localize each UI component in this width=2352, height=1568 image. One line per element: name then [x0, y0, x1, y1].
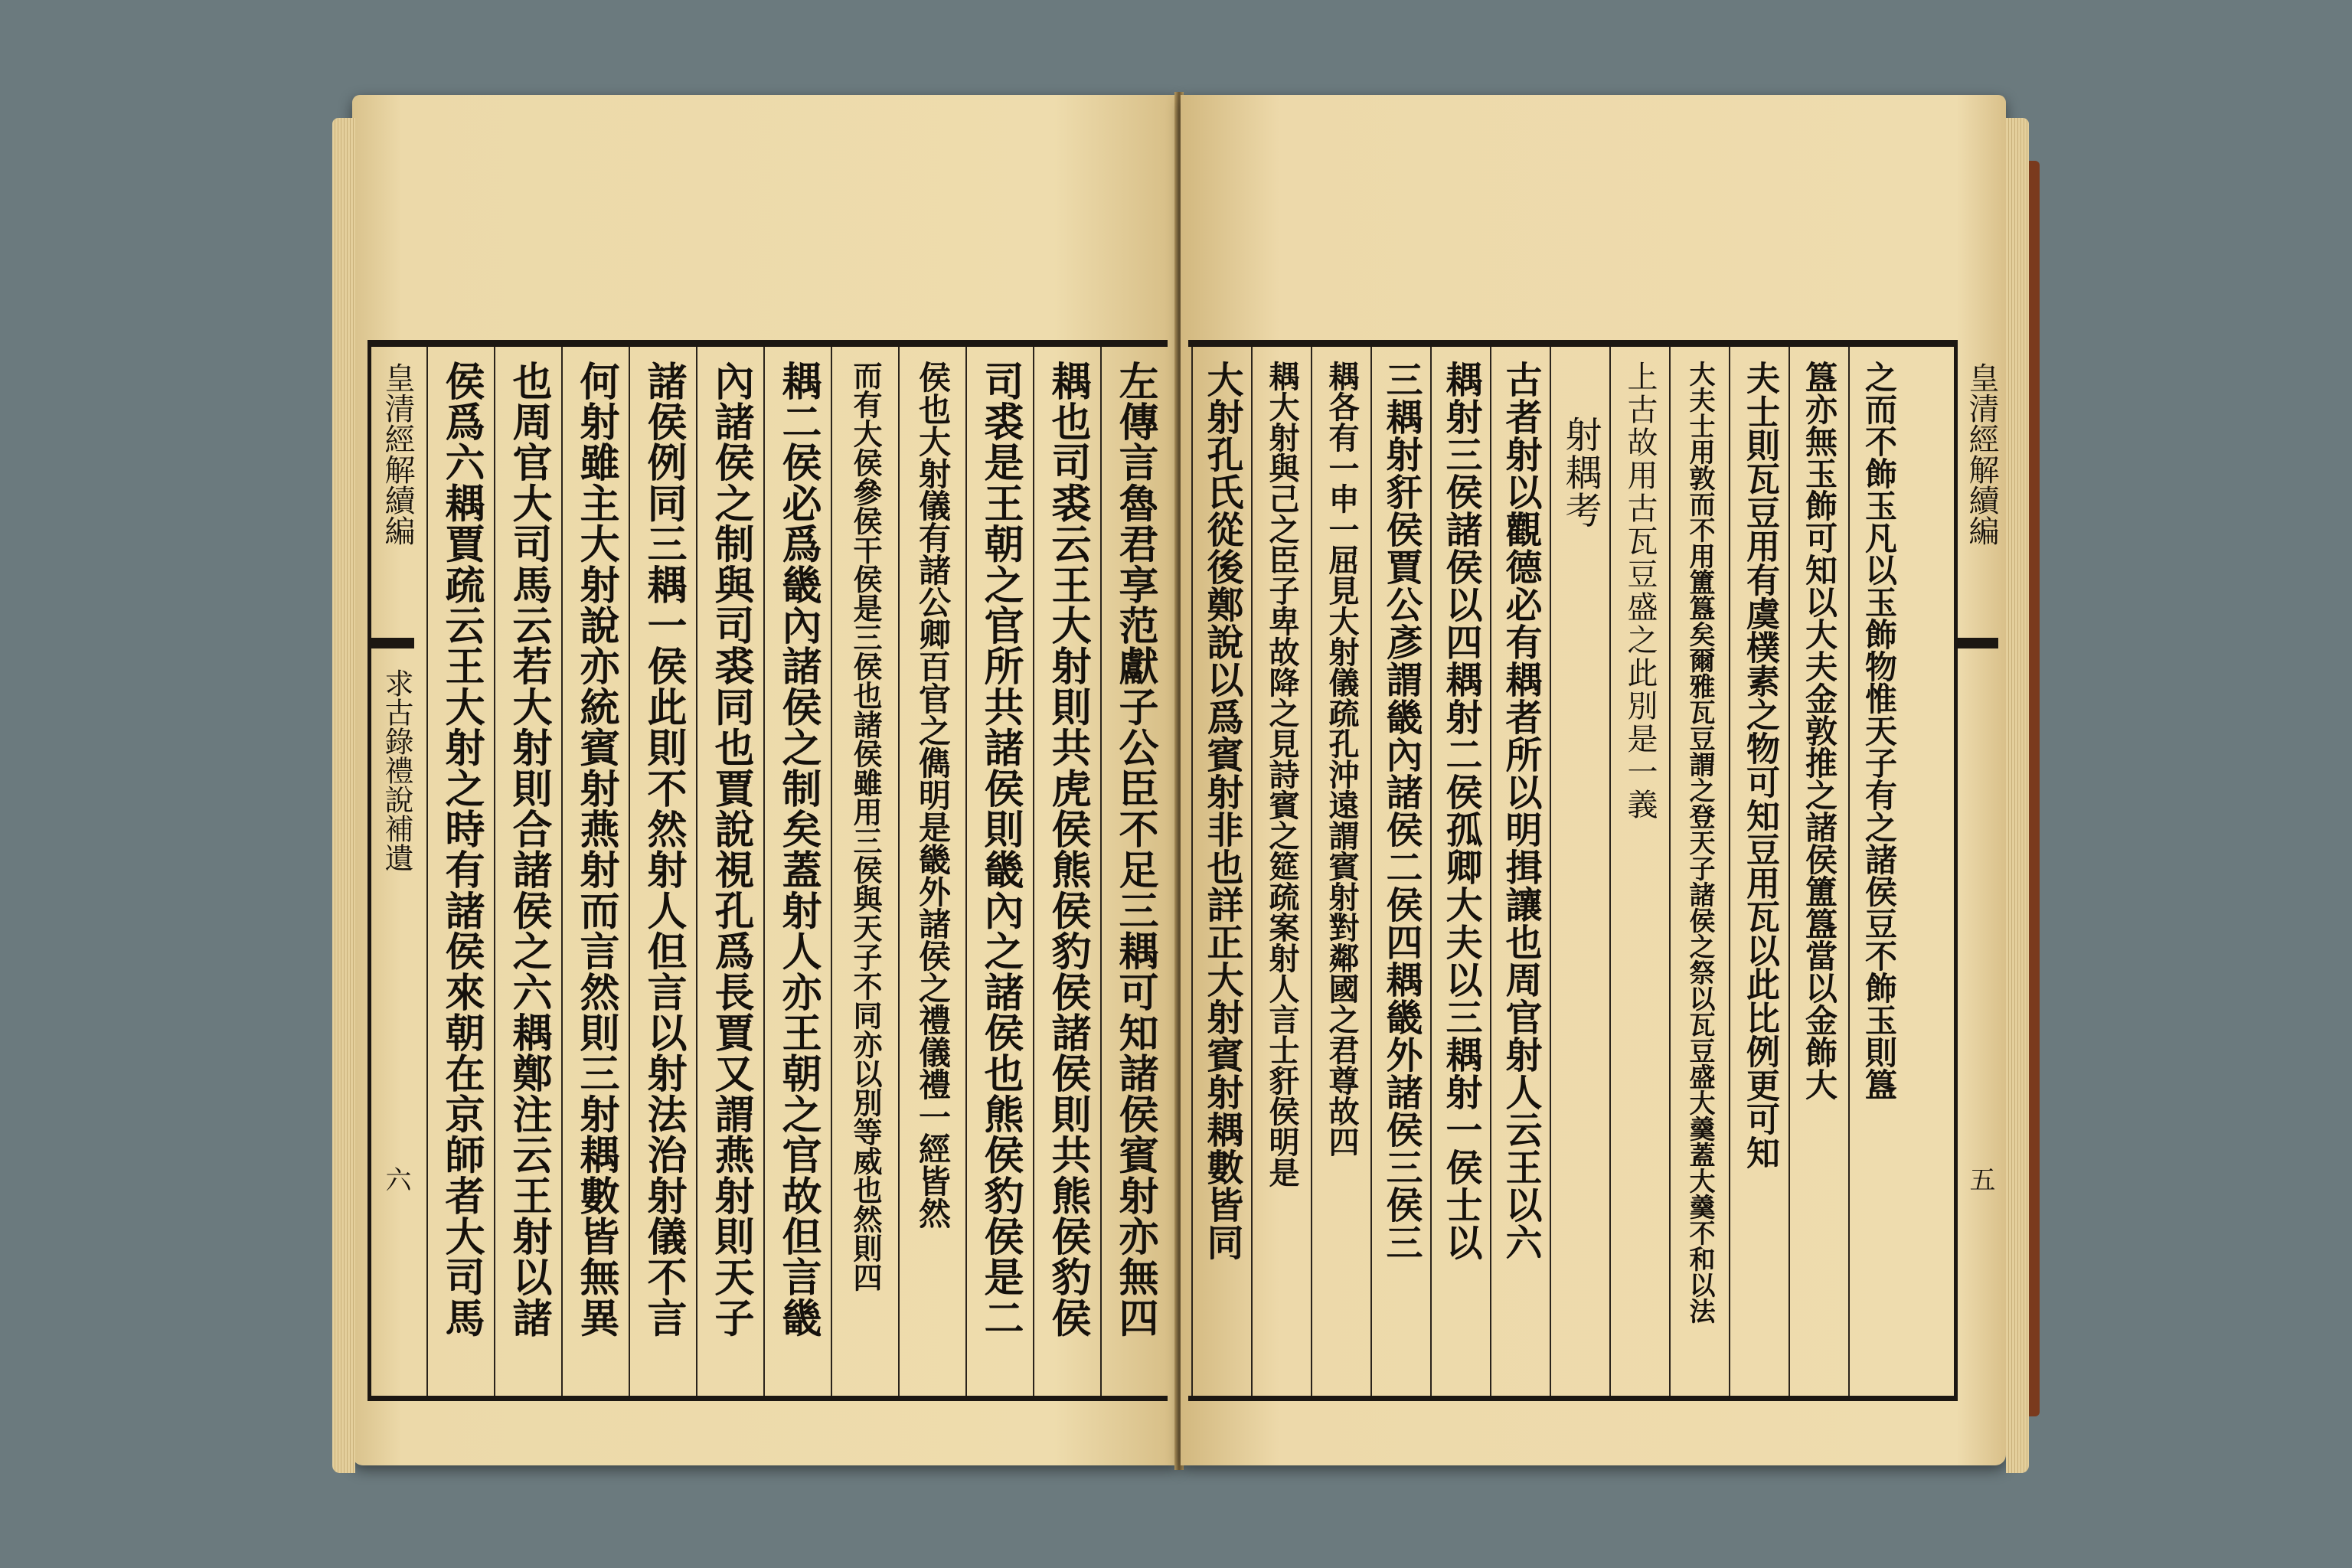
column-text: 大射孔氏從後鄭說以爲賓射非也詳正大射賓射耦數皆同	[1200, 361, 1243, 1261]
left-page	[352, 95, 1178, 1465]
left-column-4	[898, 347, 965, 1396]
column-text: 耦大射與己之臣子卑故降之見詩賓之筵疏案射人言士豻侯明是	[1264, 361, 1300, 1187]
section-heading: 射耦考	[1559, 416, 1602, 529]
right-text-frame	[1188, 340, 1999, 1401]
right-column-4	[1669, 347, 1729, 1396]
right-page-edges	[2006, 118, 2029, 1473]
right-banxin	[1955, 347, 1998, 1396]
right-column-11	[1251, 347, 1311, 1396]
right-column-7	[1490, 347, 1550, 1396]
column-text: 耦射三侯諸侯以四耦射二侯孤卿大夫以三耦射一侯士以	[1439, 361, 1482, 1261]
banxin-title: 皇清經解續編	[380, 362, 415, 546]
left-column-8	[629, 347, 696, 1396]
column-text: 夫士則瓦豆用有虞樸素之物可知豆用瓦以此比例更可知	[1740, 361, 1779, 1169]
right-column-8	[1430, 347, 1490, 1396]
column-text: 耦二侯必爲畿內諸侯之制矣蓋射人亦王朝之官故但言畿	[775, 361, 822, 1338]
right-column-3	[1729, 347, 1788, 1396]
left-column-2	[1033, 347, 1100, 1396]
left-column-3	[965, 347, 1033, 1396]
column-text: 左傳言魯君享范獻子公臣不足三耦可知諸侯賓射亦無四	[1112, 361, 1158, 1338]
right-column-1	[1848, 347, 1908, 1396]
column-text: 簋亦無玉飾可知以大夫金敦推之諸侯簠簋當以金飾大	[1801, 361, 1838, 1100]
column-text: 司裘是王朝之官所共諸侯則畿內之諸侯也熊侯豹侯是二	[977, 361, 1024, 1338]
left-columns	[426, 347, 1168, 1396]
column-text: 耦各有一申一屈見大射儀疏孔沖遠謂賓射對鄰國之君尊故四	[1324, 361, 1360, 1157]
right-column-5	[1609, 347, 1669, 1396]
right-column-9	[1370, 347, 1430, 1396]
left-column-7	[696, 347, 763, 1396]
left-column-9	[561, 347, 629, 1396]
column-text: 大夫士用敦而不用簠簋矣爾雅瓦豆謂之登天子諸侯之祭以瓦豆盛大羹蓋大羹不和以法	[1684, 361, 1715, 1324]
open-book	[352, 84, 2006, 1478]
left-banxin	[371, 347, 414, 1396]
column-text: 三耦射豻侯賈公彥謂畿內諸侯二侯四耦畿外諸侯三侯三	[1380, 361, 1423, 1261]
right-page	[1181, 95, 2006, 1465]
banxin-title: 皇清經解續編	[1964, 362, 1999, 546]
right-column-10	[1311, 347, 1370, 1396]
book-spine	[2029, 161, 2040, 1416]
left-column-10	[494, 347, 561, 1396]
left-text-frame	[368, 340, 1168, 1401]
fishtail-mark	[371, 638, 414, 648]
column-text: 諸侯例同三耦一侯此則不然射人但言以射法治射儀不言	[640, 361, 687, 1338]
left-page-edges	[332, 118, 355, 1473]
column-text: 也周官大司馬云若大射則合諸侯之六耦鄭注云王射以諸	[505, 361, 552, 1338]
column-text: 之而不飾玉凡以玉飾物惟天子有之諸侯豆不飾玉則簋	[1860, 361, 1898, 1100]
banxin-subtitle: 求古錄禮說補遺	[380, 668, 413, 872]
right-column-6	[1550, 347, 1609, 1396]
right-column-2	[1788, 347, 1848, 1396]
page-number: 五	[1965, 1166, 1995, 1192]
right-column-12	[1191, 347, 1251, 1396]
left-column-5	[831, 347, 898, 1396]
column-text: 而有大侯參侯干侯是三侯也諸侯雖用三侯與天子不同亦以別等威也然則四	[848, 361, 883, 1292]
left-column-1	[1100, 347, 1168, 1396]
column-text: 內諸侯之制與司裘同也賈說視孔爲長賈又謂燕射則天子	[707, 361, 754, 1338]
left-column-11	[426, 347, 494, 1396]
column-text: 古者射以觀德必有耦者所以明揖讓也周官射人云王以六	[1499, 361, 1542, 1261]
column-text: 上古故用古瓦豆盛之此別是一義	[1622, 361, 1658, 822]
fishtail-mark	[1955, 638, 1998, 648]
right-columns	[1188, 347, 1908, 1396]
page-number: 六	[381, 1166, 411, 1192]
column-text: 何射雖主大射說亦統賓射燕射而言然則三射耦數皆無異	[573, 361, 619, 1338]
column-text: 耦也司裘云王大射則共虎侯熊侯豹侯諸侯則共熊侯豹侯	[1044, 361, 1091, 1338]
left-column-6	[763, 347, 831, 1396]
column-text: 侯也大射儀有諸公卿百官之儁明是畿外諸侯之禮儀禮一經皆然	[914, 361, 952, 1229]
column-text: 侯爲六耦賈疏云王大射之時有諸侯來朝在京師者大司馬	[438, 361, 485, 1338]
